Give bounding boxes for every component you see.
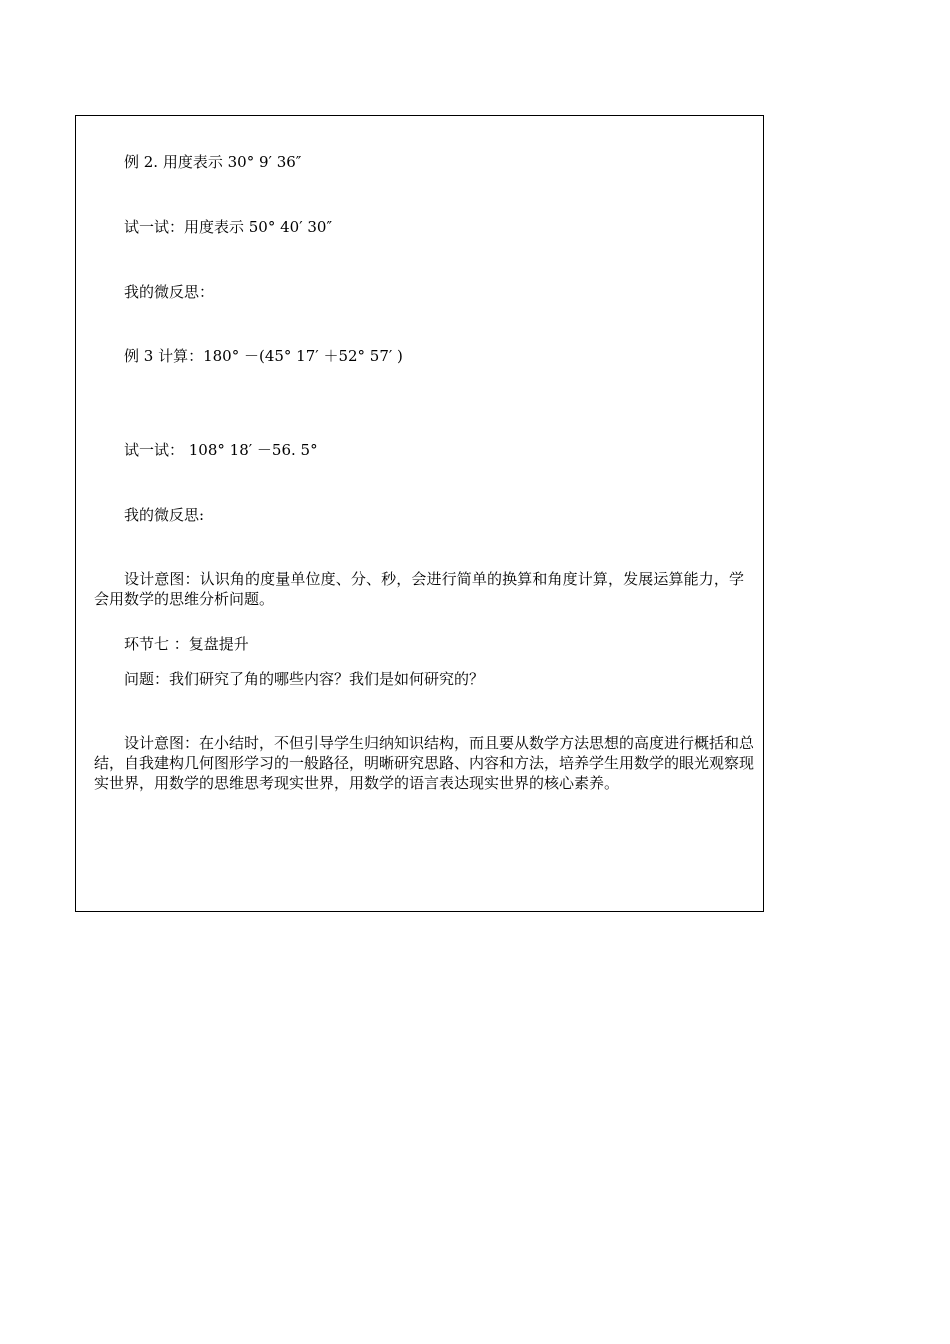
question-text: 问题：我们研究了角的哪些内容？我们是如何研究的？ [124, 670, 485, 688]
try-it-1: 试一试：用度表示 50° 40′ 30″ [124, 218, 333, 236]
reflection-1: 我的微反思： [124, 283, 215, 301]
design-intent-1: 设计意图：认识角的度量单位度、分、秒，会进行简单的换算和角度计算，发展运算能力，学会用数学的思维分析问题。 [94, 570, 744, 608]
section-7-heading: 环节七 ：复盘提升 [124, 635, 249, 653]
try-it-2: 试一试： 108° 18′ －56. 5° [124, 441, 318, 459]
reflection-2: 我的微反思: [124, 506, 205, 524]
example-2: 例 2. 用度表示 30° 9′ 36″ [124, 153, 302, 171]
design-intent-2: 设计意图：在小结时，不但引导学生归纳知识结构，而且要从数学方法思想的高度进行概括和总结，自我建构几何图形学习的一般路径，明晰研究思路、内容和方法，培养学生用数学的眼光观察现实世界，用数学的思维思考现实世界，用数学的语言表达现实世界的核心素养。 [94, 734, 755, 792]
content-frame [75, 115, 764, 912]
example-3: 例 3 计算：180° －(45° 17′ ＋52° 57′ ) [124, 347, 403, 365]
